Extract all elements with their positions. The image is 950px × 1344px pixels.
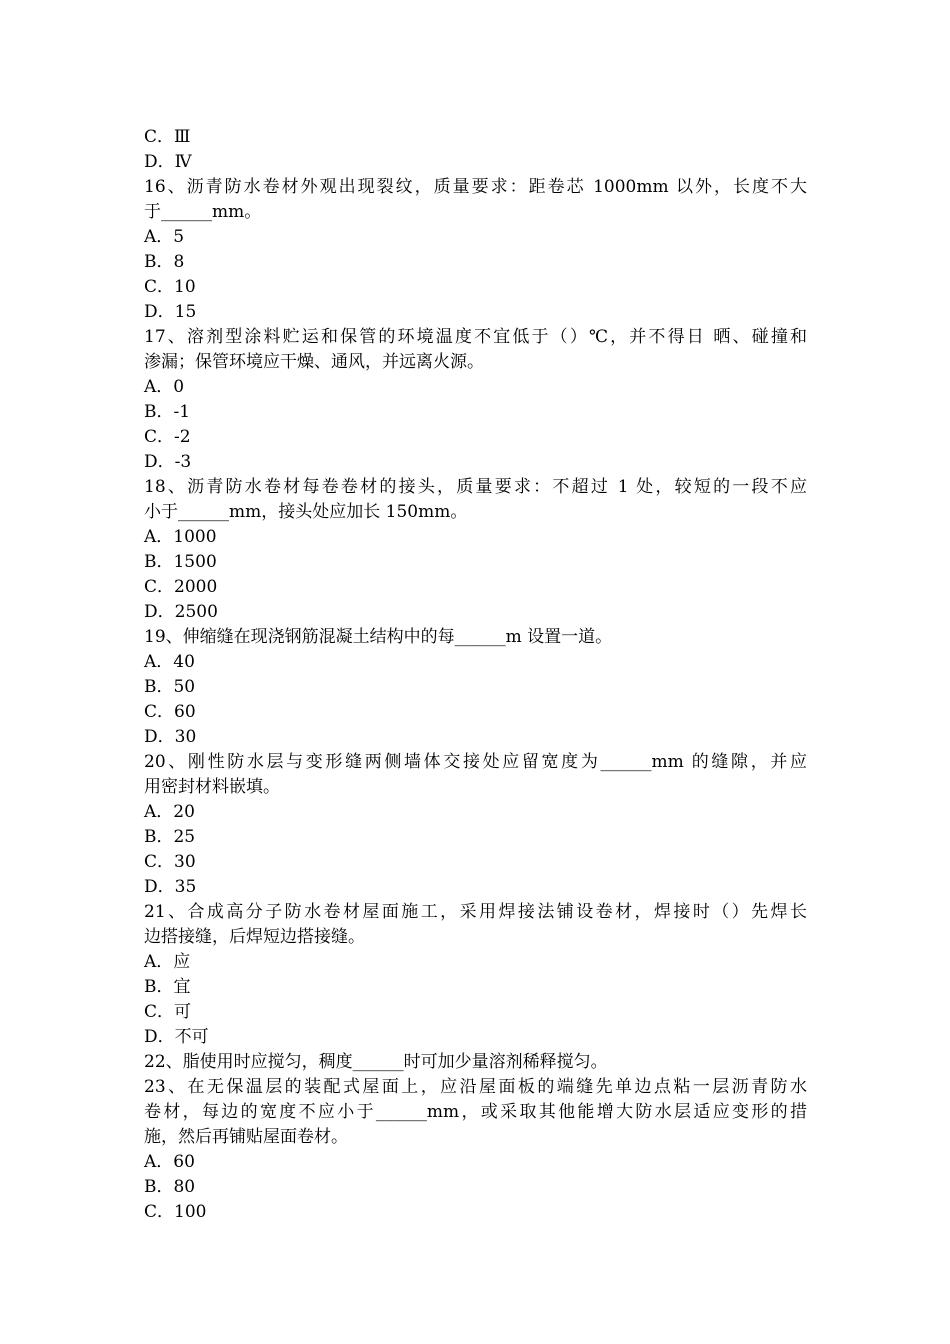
answer-option: D．Ⅳ [144, 152, 192, 172]
question-text: 16、沥青防水卷材外观出现裂纹，质量要求：距卷芯 1000mm 以外，长度不大 [144, 177, 807, 197]
answer-option: B．1500 [144, 552, 217, 572]
answer-option: B．-1 [144, 402, 191, 422]
answer-option: A．5 [144, 227, 185, 247]
answer-option: A．20 [144, 802, 195, 822]
answer-option: C．2000 [144, 577, 218, 597]
answer-option: A．0 [144, 377, 185, 397]
answer-option: C．60 [144, 702, 196, 722]
answer-option: C．10 [144, 277, 196, 297]
answer-option: D．不可 [144, 1027, 209, 1047]
answer-option: D．-3 [144, 452, 192, 472]
question-text: 卷材，每边的宽度不应小于______mm，或采取其他能增大防水层适应变形的措 [144, 1102, 807, 1122]
answer-option: B．80 [144, 1177, 196, 1197]
question-text: 21、合成高分子防水卷材屋面施工，采用焊接法铺设卷材，焊接时（）先焊长 [144, 902, 807, 922]
question-text: 23、在无保温层的装配式屋面上，应沿屋面板的端缝先单边点粘一层沥青防水 [144, 1077, 807, 1097]
answer-option: D．30 [144, 727, 197, 747]
answer-option: A．应 [144, 952, 191, 972]
answer-option: B．8 [144, 252, 185, 272]
answer-option: D．15 [144, 302, 197, 322]
answer-option: B．25 [144, 827, 196, 847]
question-text: 18、沥青防水卷材每卷卷材的接头，质量要求：不超过 1 处，较短的一段不应 [144, 477, 807, 497]
answer-option: B．宜 [144, 977, 191, 997]
question-text: 边搭接缝，后焊短边搭接缝。 [144, 927, 365, 947]
answer-option: D．35 [144, 877, 197, 897]
question-text: 用密封材料嵌填。 [144, 777, 280, 797]
question-text: 小于______mm，接头处应加长 150mm。 [144, 502, 468, 522]
question-text: 于______mm。 [144, 202, 262, 222]
question-text: 20、刚性防水层与变形缝两侧墙体交接处应留宽度为______mm 的缝隙，并应 [144, 752, 807, 772]
answer-option: C．30 [144, 852, 196, 872]
question-text: 渗漏；保管环境应干燥、通风，并远离火源。 [144, 352, 484, 372]
answer-option: C．-2 [144, 427, 191, 447]
question-text: 17、溶剂型涂料贮运和保管的环境温度不宜低于（）℃，并不得日 晒、碰撞和 [144, 327, 807, 347]
question-text: 22、脂使用时应搅匀，稠度______时可加少量溶剂稀释搅匀。 [144, 1052, 608, 1072]
answer-option: C．100 [144, 1202, 207, 1222]
answer-option: C．Ⅲ [144, 127, 191, 147]
answer-option: B．50 [144, 677, 196, 697]
answer-option: A．40 [144, 652, 195, 672]
answer-option: A．1000 [144, 527, 217, 547]
question-text: 19、伸缩缝在现浇钢筋混凝土结构中的每______m 设置一道。 [144, 627, 613, 647]
question-text: 施，然后再铺贴屋面卷材。 [144, 1127, 348, 1147]
answer-option: D．2500 [144, 602, 218, 622]
document-body [144, 125, 807, 1225]
answer-option: A．60 [144, 1152, 195, 1172]
answer-option: C．可 [144, 1002, 192, 1022]
